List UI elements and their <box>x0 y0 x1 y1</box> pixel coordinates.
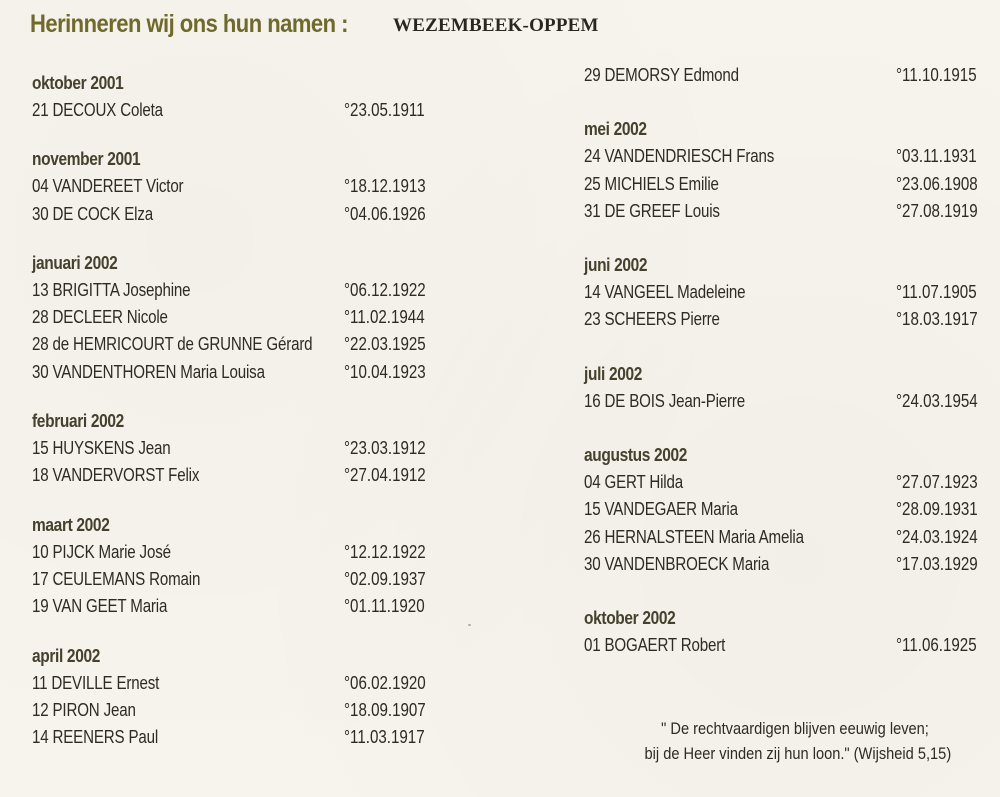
month-section <box>584 605 984 659</box>
entry-birthdate: °18.03.1917 <box>896 309 978 330</box>
entry-name: 29 DEMORSY Edmond <box>584 65 739 85</box>
entry-birthdate: °04.06.1926 <box>344 203 426 224</box>
quote-line-1: " De rechtvaardigen blijven eeuwig leven; <box>661 719 929 738</box>
list-item <box>32 539 432 566</box>
entry-birthdate: °12.12.1922 <box>344 541 426 562</box>
entry-name: 21 DECOUX Coleta <box>32 100 163 120</box>
month-section <box>584 442 984 578</box>
entry-birthdate: °11.07.1905 <box>896 282 977 303</box>
entry-birthdate: °02.09.1937 <box>344 568 426 589</box>
entry-birthdate: °18.12.1913 <box>344 176 426 197</box>
entry-name: 12 PIRON Jean <box>32 699 136 720</box>
entry-birthdate: °11.10.1915 <box>896 65 977 85</box>
entry-birthdate: °01.11.1920 <box>344 596 425 617</box>
month-heading: augustus 2002 <box>584 445 688 466</box>
scripture-quote <box>620 716 970 766</box>
month-section <box>32 512 432 621</box>
list-item <box>32 331 432 358</box>
entry-birthdate: °06.02.1920 <box>344 672 426 693</box>
entry-name: 15 VANDEGAER Maria <box>584 499 738 520</box>
month-section <box>584 252 984 334</box>
list-item <box>584 551 984 578</box>
entry-birthdate: °27.04.1912 <box>344 465 426 486</box>
entry-name: 11 DEVILLE Ernest <box>32 672 160 693</box>
month-section <box>584 62 984 89</box>
entry-birthdate: °24.03.1954 <box>896 390 978 411</box>
list-item <box>584 279 984 306</box>
entry-name: 30 VANDENTHOREN Maria Louisa <box>32 361 265 382</box>
entry-name: 14 REENERS Paul <box>32 727 159 748</box>
entry-name: 26 HERNALSTEEN Maria Amelia <box>584 526 804 547</box>
list-item <box>32 277 432 304</box>
list-item <box>584 171 984 198</box>
list-item <box>32 670 432 697</box>
entry-birthdate: °23.03.1912 <box>344 438 426 459</box>
month-heading: april 2002 <box>32 645 100 666</box>
entry-name: 01 BOGAERT Robert <box>584 635 726 656</box>
list-item <box>584 388 984 415</box>
list-item <box>32 201 432 228</box>
scan-speck <box>468 624 471 626</box>
entry-birthdate: °03.11.1931 <box>896 146 977 167</box>
month-heading: oktober 2001 <box>32 73 124 93</box>
list-item <box>32 304 432 331</box>
quote-line-2: bij de Heer vinden zij hun loon." (Wijsheid 5,15) <box>644 744 952 763</box>
entry-birthdate: °06.12.1922 <box>344 279 426 300</box>
month-section <box>584 116 984 225</box>
entry-birthdate: °28.09.1931 <box>896 499 978 520</box>
left-column <box>32 70 432 773</box>
entry-name: 19 VAN GEET Maria <box>32 596 168 617</box>
entry-name: 28 DECLEER Nicole <box>32 307 168 328</box>
list-item <box>584 62 984 89</box>
entry-name: 28 de HEMRICOURT de GRUNNE Gérard <box>32 334 313 355</box>
list-item <box>32 435 432 462</box>
place-name: WEZEMBEEK-OPPEM <box>393 15 599 36</box>
entry-name: 17 CEULEMANS Romain <box>32 568 201 589</box>
entry-name: 04 VANDEREET Victor <box>32 176 184 197</box>
entry-birthdate: °24.03.1924 <box>896 526 978 547</box>
list-item <box>32 173 432 200</box>
month-heading: februari 2002 <box>32 411 124 432</box>
entry-birthdate: °22.03.1925 <box>344 334 426 355</box>
month-heading: maart 2002 <box>32 514 110 535</box>
entry-name: 31 DE GREEF Louis <box>584 200 720 221</box>
entry-birthdate: °23.05.1911 <box>344 100 425 120</box>
entry-name: 15 HUYSKENS Jean <box>32 438 171 459</box>
entry-name: 24 VANDENDRIESCH Frans <box>584 146 775 167</box>
list-item <box>32 593 432 620</box>
entry-name: 18 VANDERVORST Felix <box>32 465 200 486</box>
month-section <box>32 70 432 124</box>
entry-name: 30 DE COCK Elza <box>32 203 154 224</box>
entry-name: 16 DE BOIS Jean-Pierre <box>584 390 746 411</box>
list-item <box>584 632 984 659</box>
month-heading: januari 2002 <box>32 252 118 273</box>
month-section <box>32 146 432 228</box>
month-heading: november 2001 <box>32 149 141 170</box>
list-item <box>32 359 432 386</box>
entry-name: 23 SCHEERS Pierre <box>584 309 720 330</box>
entry-name: 14 VANGEEL Madeleine <box>584 282 746 303</box>
list-item <box>32 724 432 751</box>
month-heading: juni 2002 <box>584 255 648 276</box>
entry-birthdate: °10.04.1923 <box>344 361 426 382</box>
page-title: Herinneren wij ons hun namen : <box>30 10 348 38</box>
entry-name: 30 VANDENBROECK Maria <box>584 553 770 574</box>
list-item <box>32 97 432 124</box>
month-section <box>32 643 432 752</box>
entry-birthdate: °27.08.1919 <box>896 200 978 221</box>
list-item <box>584 524 984 551</box>
list-item <box>584 496 984 523</box>
entry-name: 10 PIJCK Marie José <box>32 541 171 562</box>
month-section <box>32 250 432 386</box>
entry-birthdate: °11.03.1917 <box>344 727 425 748</box>
list-item <box>32 566 432 593</box>
month-heading: oktober 2002 <box>584 608 676 629</box>
entry-name: 13 BRIGITTA Josephine <box>32 279 191 300</box>
month-section <box>32 408 432 490</box>
entry-birthdate: °18.09.1907 <box>344 699 426 720</box>
entry-name: 04 GERT Hilda <box>584 472 683 493</box>
list-item <box>584 198 984 225</box>
entry-birthdate: °27.07.1923 <box>896 472 978 493</box>
list-item <box>584 469 984 496</box>
entry-birthdate: °11.06.1925 <box>896 635 977 656</box>
month-heading: mei 2002 <box>584 119 647 140</box>
entry-birthdate: °23.06.1908 <box>896 173 978 194</box>
list-item <box>584 143 984 170</box>
list-item <box>32 462 432 489</box>
list-item <box>32 697 432 724</box>
right-column <box>584 62 984 687</box>
entry-birthdate: °17.03.1929 <box>896 553 978 574</box>
entry-name: 25 MICHIELS Emilie <box>584 173 719 194</box>
list-item <box>584 306 984 333</box>
entry-birthdate: °11.02.1944 <box>344 307 425 328</box>
month-heading: juli 2002 <box>584 363 643 384</box>
month-section <box>584 361 984 415</box>
